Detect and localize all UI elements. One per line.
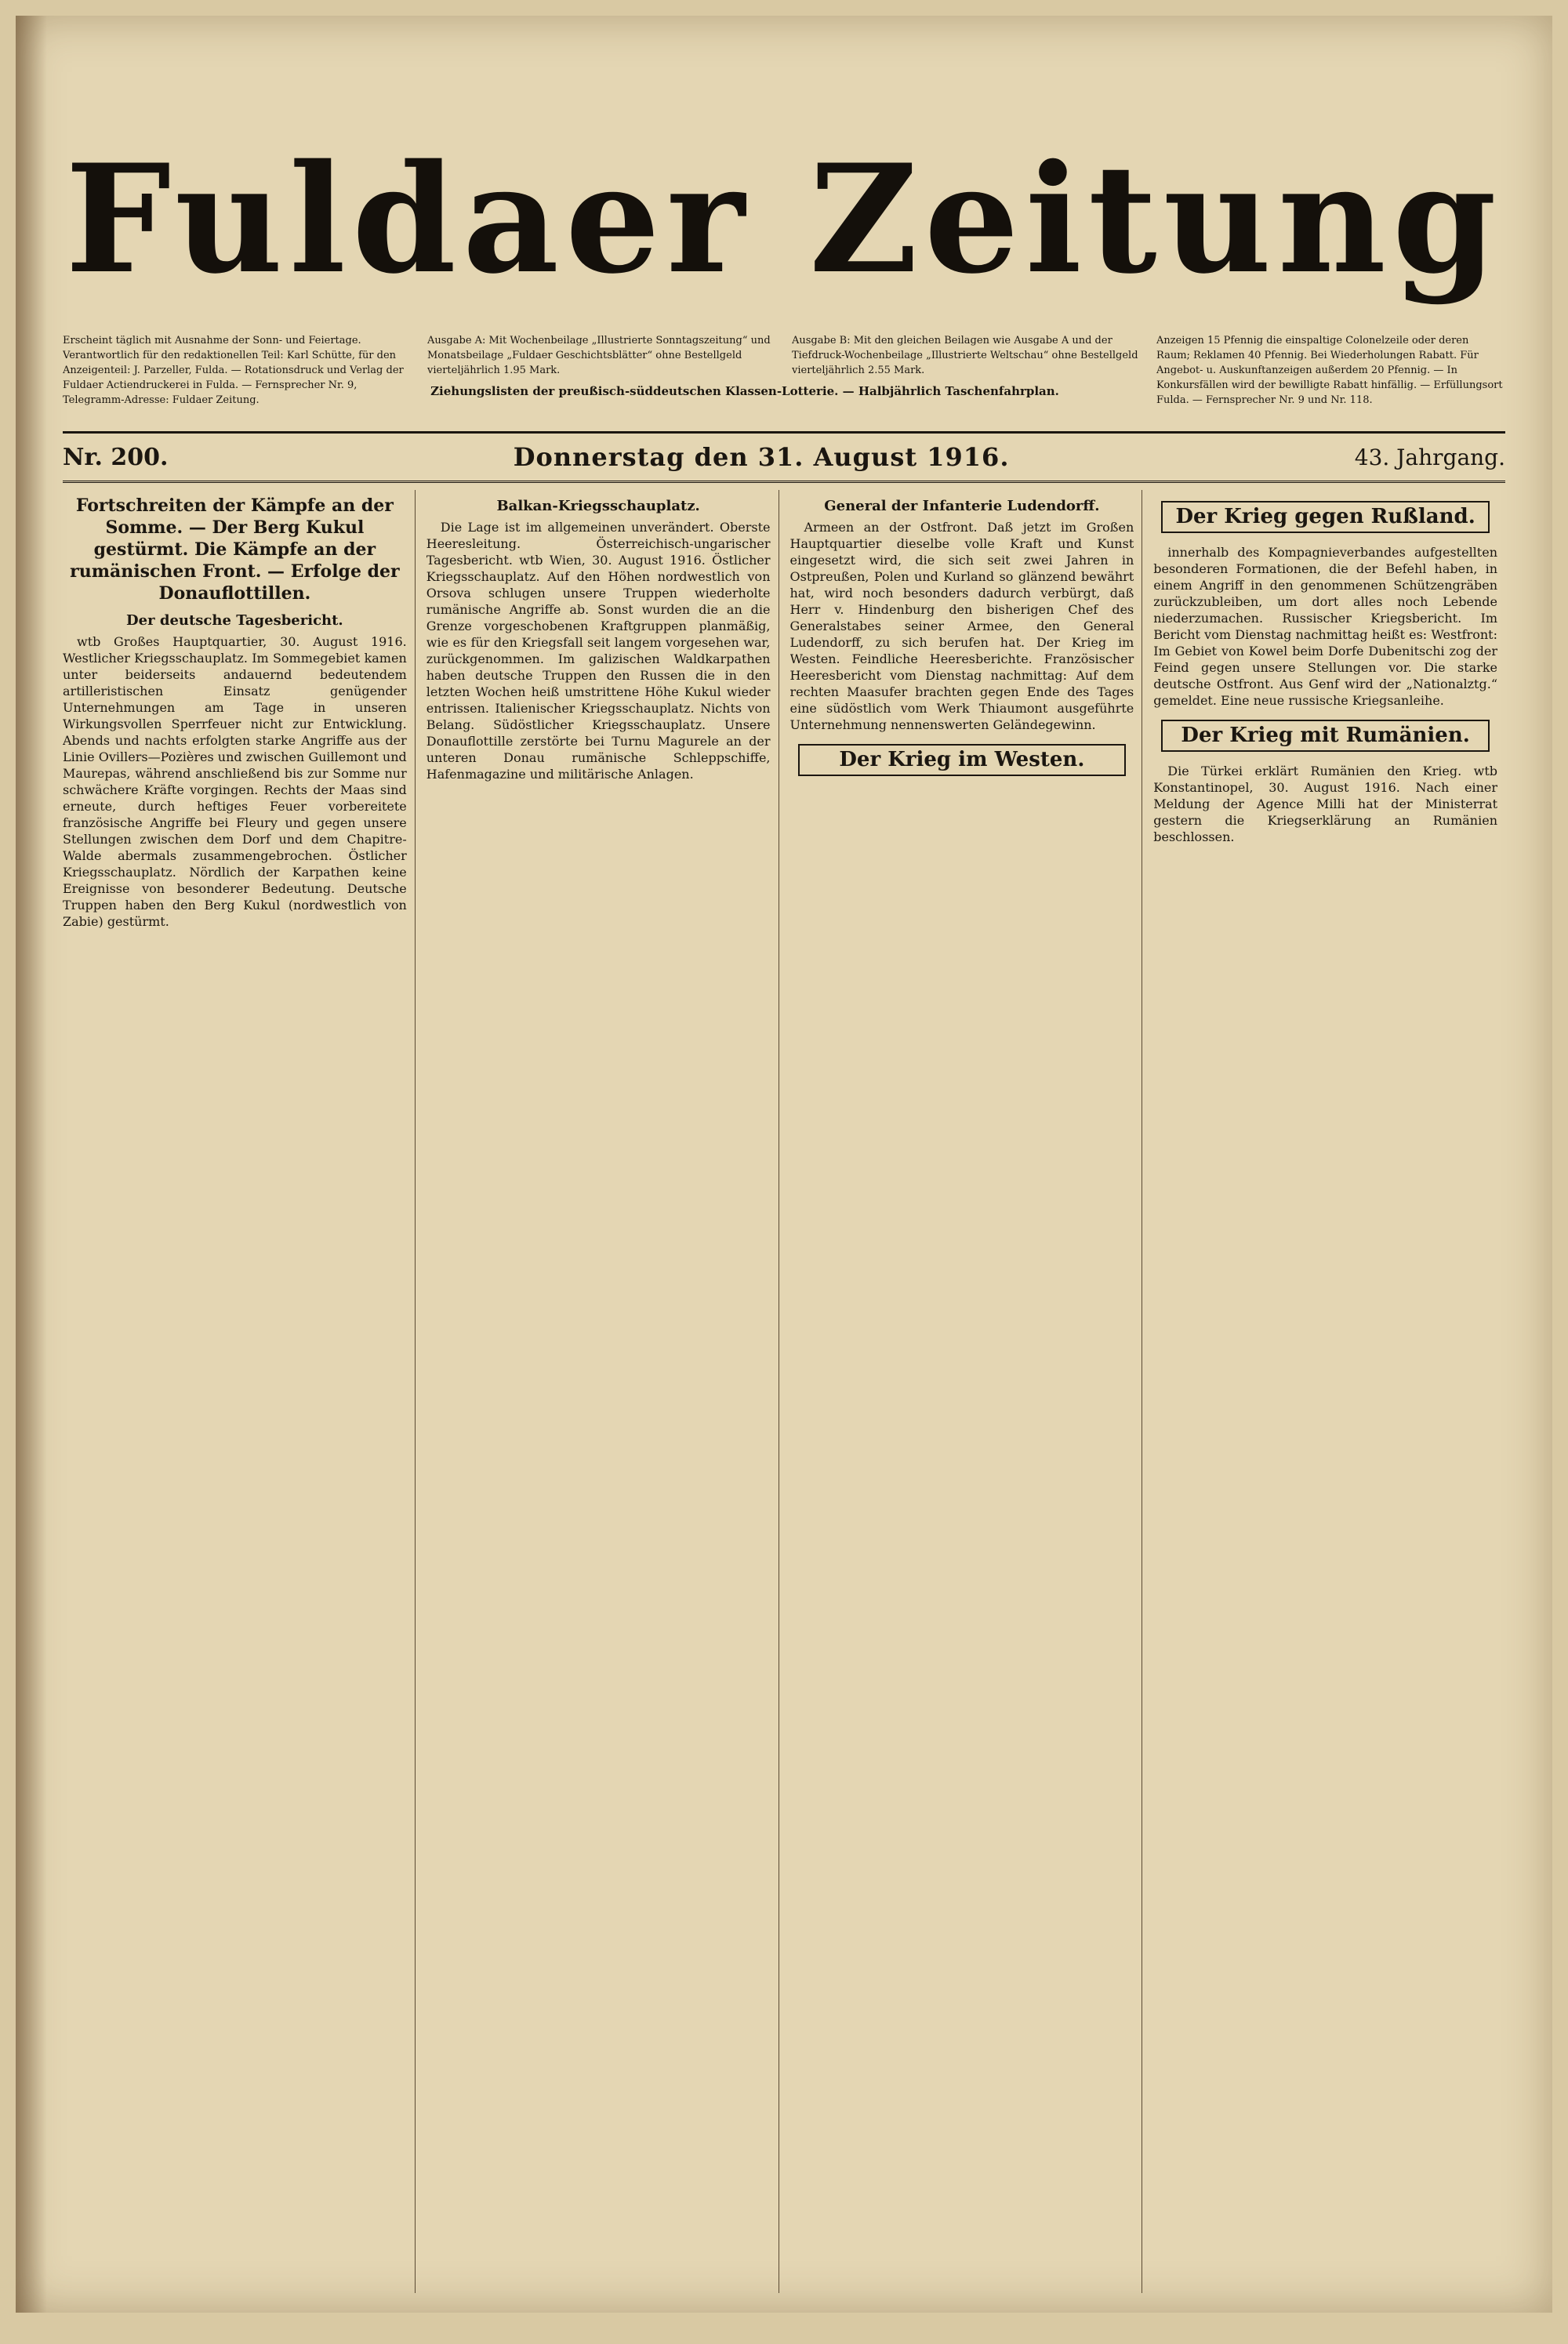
column-3	[790, 490, 1143, 2293]
notice-advertising: Anzeigen 15 Pfennig die einspaltige Colonelzeile oder deren Raum; Reklamen 40 Pfennig. Bei Wiederholungen Rabatt. Für Angebot- u. Auskunftanzeigen außerdem 20 Pfennig. — In Konkursfällen wird der bewilligte Rabatt hinfällig. — Erfüllungsort Fulda. — Fernsprecher Nr. 9 und Nr. 118.	[1156, 335, 1503, 406]
issue-number: Nr. 200.	[63, 443, 169, 471]
notice-edition-a: Ausgabe A: Mit Wochenbeilage „Illustrierte Sonntagszeitung“ und Monatsbeilage „Fuldaer Geschichtsblätter“ ohne Bestellgeld vierteljährlich 1.95 Mark.	[427, 335, 771, 376]
article-body: wtb Großes Hauptquartier, 30. August 1916. Westlicher Kriegsschauplatz. Im Sommegebiet kamen unter beiderseits andauernd bedeutendem artilleristischen Einsatz genügender Unternehmungen am Tage in unseren Wirkungsvollen Sperrfeuer nicht zur Entwicklung. Abends und nachts erfolgten starke Angriffe aus der Linie Ovillers—Pozières und zwischen Guillemont und Maurepas, während anschließend bis zur Somme nur schwächere Kräfte vorgingen. Rechts der Maas sind erneute, durch heftiges Feuer vorbereitete französische Angriffe bei Fleury und gegen unsere Stellungen zwischen dem Dorf und dem Chapitre-Walde abermals zusammengebrochen. Östlicher Kriegsschauplatz. Nördlich der Karpathen keine Ereignisse von besonderer Bedeutung. Deutsche Truppen haben den Berg Kukul (nordwestlich von Zabie) gestürmt.	[63, 634, 407, 929]
newspaper-title: Fuldaer Zeitung	[65, 132, 1503, 307]
column-1	[63, 490, 416, 2293]
article-title: Der deutsche Tagesbericht.	[126, 612, 343, 629]
notice-edition-b: Ausgabe B: Mit den gleichen Beilagen wie Ausgabe A und der Tiefdruck-Wochenbeilage „Illustrierte Weltschau“ ohne Bestellgeld vierteljährlich 2.55 Mark.	[792, 335, 1138, 376]
notice-publisher: Erscheint täglich mit Ausnahme der Sonn- und Feiertage. Verantwortlich für den redaktionellen Teil: Karl Schütte, für den Anzeigenteil: J. Parzeller, Fulda. — Rotationsdruck und Verlag der Fuldaer Actiendruckerei in Fulda. — Fernsprecher Nr. 9, Telegramm-Adresse: Fuldaer Zeitung.	[63, 335, 404, 406]
issue-year: 43. Jahrgang.	[1354, 444, 1505, 470]
article-title: General der Infanterie Ludendorff.	[824, 498, 1100, 514]
article-title: Balkan-Kriegsschauplatz.	[496, 498, 700, 514]
column-4	[1153, 490, 1505, 2293]
main-headline: Fortschreiten der Kämpfe an der Somme. — Der Berg Kukul gestürmt. Die Kämpfe an der rumänischen Front. — Erfolge der Donauflottillen.	[70, 495, 400, 604]
lottery-notice: Ziehungslisten der preußisch-süddeutschen Klassen-Lotterie. — Halbjährlich Taschenfahrplan.	[430, 384, 1059, 398]
publication-notices	[63, 333, 1505, 423]
section-heading: Der Krieg mit Rumänien.	[1161, 720, 1490, 752]
section-heading: Der Krieg gegen Rußland.	[1161, 501, 1490, 533]
issue-date: Donnerstag den 31. August 1916.	[513, 442, 1010, 472]
article-body: Armeen an der Ostfront. Daß jetzt im Großen Hauptquartier dieselbe volle Kraft und Kunst eingesetzt wird, die sich seit zwei Jahren in Ostpreußen, Polen und Kurland so glänzend bewährt hat, wird noch besonders dadurch verbürgt, daß Herr v. Hindenburg den bisherigen Chef des Generalstabes seiner Armee, den General Ludendorff, zu sich berufen hat. Der Krieg im Westen. Feindliche Heeresberichte. Französischer Heeresbericht vom Dienstag nachmittag: Auf dem rechten Maasufer brachten gegen Ende des Tages eine südöstlich vom Werk Thiaumont ausgeführte Unternehmung nennenswerten Geländegewinn.	[789, 520, 1134, 732]
article-body: innerhalb des Kompagnieverbandes aufgestellten besonderen Formationen, die der Befehl haben, in einem Angriff in den genommenen Schützengräben zurückzubleiben, um dort alles noch Lebende niederzumachen. Russischer Kriegsbericht. Im Bericht vom Dienstag nachmittag heißt es: Westfront: Im Gebiet von Kowel beim Dorfe Dubenitschi zog der Feind gegen unsere Stellungen vor. Die starke deutsche Ostfront. Aus Genf wird der „Nationalztg.“ gemeldet. Eine neue russische Kriegsanleihe.	[1153, 545, 1497, 708]
dateline	[63, 431, 1505, 483]
newspaper-page	[16, 16, 1552, 2313]
article-body: Die Lage ist im allgemeinen unverändert. Oberste Heeresleitung. Österreichisch-ungarischer Tagesbericht. wtb Wien, 30. August 1916. Östlicher Kriegsschauplatz. Auf den Höhen nordwestlich von Orsova schlugen unsere Truppen wiederholte rumänische Angriffe ab. Sonst wurden die an die Grenze vorgeschobenen Kraftgruppen planmäßig, wie es für den Kriegsfall seit langem vorgesehen war, zurückgenommen. Im galizischen Waldkarpathen haben deutsche Truppen den Russen die in den letzten Wochen heiß umstrittene Höhe Kukul wieder entrissen. Italienischer Kriegsschauplatz. Nichts von Belang. Südöstlicher Kriegsschauplatz. Unsere Donauflottille zerstörte bei Turnu Magurele an der unteren Donau rumänische Schleppschiffe, Hafenmagazine und militärische Anlagen.	[426, 520, 771, 782]
article-body: Die Türkei erklärt Rumänien den Krieg. wtb Konstantinopel, 30. August 1916. Nach einer Meldung der Agence Milli hat der Ministerrat gestern die Kriegserklärung an Rumänien beschlossen.	[1153, 764, 1497, 844]
article-columns	[63, 490, 1505, 2293]
section-heading: Der Krieg im Westen.	[798, 744, 1127, 776]
masthead	[63, 110, 1505, 329]
column-2	[426, 490, 779, 2293]
page-edge-shadow	[16, 16, 47, 2313]
